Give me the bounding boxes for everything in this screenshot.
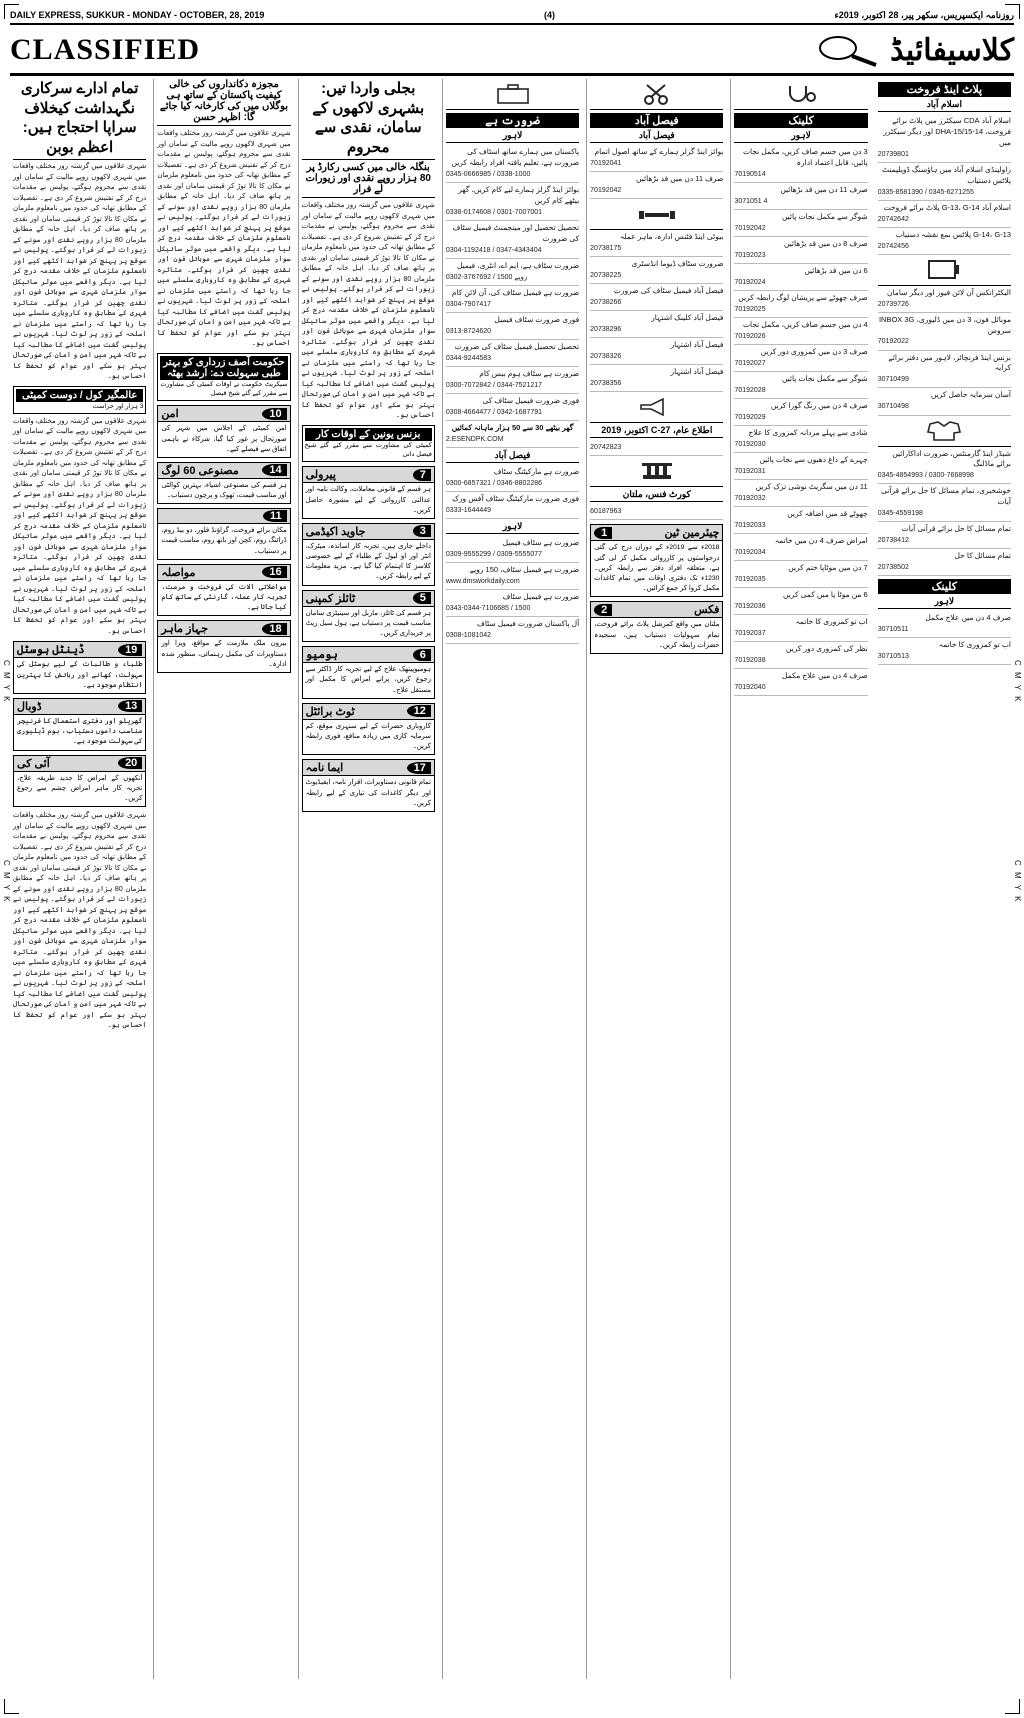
ad-item: اب تو کمزوری کا خاتمہ 70192037 [734, 615, 867, 642]
numbered-ad-title: آئی کی [17, 757, 50, 770]
cmyk-mark-right: C M Y K [1013, 660, 1022, 704]
numbered-ad-body: امن کمیٹی کے اجلاس میں شہر کی صورتحال پر غور کیا گیا، شرکاء نے باہمی اتفاق سے فیصلے کیے۔ [161, 425, 287, 453]
numbered-ad-body: مواصلاتی آلات کی فروخت و مرمت، تجربہ کار عملہ، گارنٹی کے ساتھ کام کیا جاتا ہے۔ [161, 583, 287, 612]
numbered-ad-number: 14 [262, 464, 286, 476]
ad-item: 4 دن میں جسم صاف کریں، مکمل نجات 70192026 [734, 318, 867, 345]
numbered-ad-title: ڈوبال [17, 700, 42, 713]
numbered-ad-header [14, 699, 145, 715]
block-ad-c-title: عالمگیر کول / دوست کمیٹی [16, 389, 143, 402]
ad-item: شادی سے پہلے مردانہ کمزوری کا علاج 70192030 [734, 426, 867, 453]
numbered-ad-box [13, 641, 146, 694]
section-sub-lahore-jobs-2: لاہور [446, 521, 579, 534]
numbered-ad-header [158, 565, 289, 581]
news-body: شہری علاقوں میں گزشتہ روز مختلف واقعات میں شہری لاکھوں روپے مالیت کے سامان اور نقدی سے محروم ہوگئے، پولیس نے مقدمات درج کر کے تفتیش شروع کر دی ہے۔ تفصیلات کے مطابق تھانہ کی حدود میں نامعلوم ملزمان نے مکان کا تالا توڑ کر قیمتی سامان اور نقدی پر ہاتھ صاف کر دیا۔ اہل خانہ کے مطابق ملزمان 80 ہزار روپے نقدی اور سونے کے زیورات لے کر فرار ہوگئے۔ پولیس نے موقع پر پہنچ کر شواہد اکٹھے کیے اور نامعلوم ملزمان کے خلاف مقدمہ درج کر لیا ہے۔ دیگر واقعے میں موٹر سائیکل سوار ملزمان شہری سے موبائل فون اور نقدی چھین کر فرار ہوگئے۔ متاثرہ شہری کے مطابق وہ کاروباری سلسلے میں جا رہا تھا کہ راستے میں ملزمان نے اسلحہ کے زور پر لوٹ لیا۔ شہریوں نے پولیس گشت میں اضافے کا مطالبہ کیا ہے تاکہ شہر میں امن و امان کی صورتحال بہتر ہو سکے اور عوام کو تحفظ کا احساس ہو۔ [301, 202, 435, 419]
numbered-ad-header [158, 621, 289, 637]
numbered-ad-header [158, 406, 289, 422]
ad-item: گھر بیٹھے 30 سے 50 ہزار ماہانہ کمائیں 2.ESENDPK.COM [446, 421, 579, 448]
ad-item: فیصل آباد اشتہار 20738326 [590, 338, 723, 365]
numbered-ad-header [158, 509, 289, 524]
ad-item: نظر کی کمزوری دور کریں 70192038 [734, 642, 867, 669]
ad-item: راولپنڈی اسلام آباد میں ہاؤسنگ ڈویلپمنٹ پلاٹس دستیاب 0335-8581390 / 0345-6271255 [878, 163, 1011, 201]
numbered-ad-box [590, 524, 723, 597]
numbered-ad-body: 2018ء سے 2019ء کے دوران درج کی گئی درخواستوں پر کارروائی مکمل کر لی گئی ہے، متعلقہ افراد دفتر سے رابطہ کریں۔ 1230ء تک دفتری اوقات میں تمام کاغذات مکمل کروا کر جمع کرائیں۔ [594, 544, 720, 593]
numbered-ad-number: 17 [407, 762, 431, 774]
numbered-ad-title: ٹوٹ برائٹل [305, 705, 355, 718]
numbered-ad-number: 7 [413, 469, 431, 481]
numbered-ad-number: 6 [413, 649, 431, 661]
ad-item: صرف 11 دن میں قد بڑھائیں 3071051 4 [734, 183, 867, 210]
news-body: شہری علاقوں میں گزشتہ روز مختلف واقعات میں شہری لاکھوں روپے مالیت کے سامان اور نقدی سے محروم ہوگئے، پولیس نے مقدمات درج کر کے تفتیش شروع کر دی ہے۔ تفصیلات کے مطابق تھانہ کی حدود میں نامعلوم ملزمان نے مکان کا تالا توڑ کر قیمتی سامان اور نقدی پر ہاتھ صاف کر دیا۔ اہل خانہ کے مطابق ملزمان 80 ہزار روپے نقدی اور سونے کے زیورات لے کر فرار ہوگئے۔ پولیس نے موقع پر پہنچ کر شواہد اکٹھے کیے اور نامعلوم ملزمان کے خلاف مقدمہ درج کر لیا ہے۔ دیگر واقعے میں موٹر سائیکل سوار ملزمان شہری سے موبائل فون اور نقدی چھین کر فرار ہوگئے۔ متاثرہ شہری کے مطابق وہ کاروباری سلسلے میں جا رہا تھا کہ راستے میں ملزمان نے اسلحہ کے زور پر لوٹ لیا۔ شہریوں نے پولیس گشت میں اضافے کا مطالبہ کیا ہے تاکہ شہر میں امن و امان کی صورتحال بہتر ہو سکے اور عوام کو تحفظ کا احساس ہو۔ [13, 163, 147, 380]
numbered-ad-number: 1 [594, 527, 612, 539]
classified-column-1 [875, 79, 1014, 1679]
ad-item: بزنس اینڈ فرنچائز، لاہور میں دفتر برائے کرایہ 30710499 [878, 351, 1011, 389]
numbered-ad-box [302, 590, 435, 643]
block-ad-c [13, 386, 146, 414]
masthead-right-date: روزنامہ ایکسپریس، سکھر پیر، 28 اکتوبر، 2019ء [834, 10, 1014, 20]
ad-item: اب تو کمزوری کا خاتمہ 30710513 [878, 638, 1011, 665]
numbered-ad-number: 3 [413, 525, 431, 537]
numbered-ad-header [303, 591, 434, 607]
section-sub-announcement: اطلاع عام، 27-C اکتوبر، 2019 [590, 425, 723, 438]
numbered-ad-box [302, 759, 435, 812]
ad-item: تحصیل تحصیل فیمیل سٹاف کی ضرورت 0344-9244583 [446, 340, 579, 367]
announcement-icon-row [590, 392, 723, 423]
section-sub-lahore-2: لاہور [878, 596, 1011, 609]
section-head-jobs: ضرورت ہے [446, 113, 579, 128]
news-column-numbered [298, 79, 438, 1679]
numbered-ad-box [590, 601, 723, 654]
section-sub-islamabad: اسلام آباد [878, 99, 1011, 112]
ad-item: چھوٹے قد میں اضافہ کریں 70192033 [734, 507, 867, 534]
ad-item: 20742823 [590, 440, 723, 456]
cmyk-mark-right-2: C M Y K [1013, 860, 1022, 904]
numbered-ad-number: 12 [407, 705, 431, 717]
numbered-ad-title: جاوید اکیڈمی [305, 525, 366, 538]
numbered-ad-box [302, 523, 435, 586]
ad-item: موبائل فون، 3 دن میں ڈلیوری، INBOX 3G سروس 70192022 [878, 313, 1011, 351]
numbered-ad-number: 19 [118, 644, 142, 656]
briefcase-icon-row [446, 79, 579, 110]
ad-item: فیصل آباد کلینک اشتہار 20738296 [590, 311, 723, 338]
ad-item: ضرورت ہے سٹاف فیمیل 0309-9555299 / 0309-5555077 [446, 536, 579, 563]
numbered-ad-number: 11 [263, 510, 287, 522]
ad-item: صرف چھوٹے سے پریشان لوگ رابطہ کریں 70192025 [734, 291, 867, 318]
classified-column-4 [442, 79, 582, 1679]
block-ad-a-title: حکومت آصف زرداری کو بہتر طبی سہولت دے: ارشد بھٹہ [160, 356, 287, 380]
crop-mark-bottom-left [4, 1699, 19, 1714]
crop-mark-top-left [4, 4, 19, 19]
masthead-left-date: DAILY EXPRESS, SUKKUR - MONDAY - OCTOBER, 28, 2019 [10, 10, 265, 20]
ad-item: چہرے کے داغ دھبوں سے نجات پائیں 70192031 [734, 453, 867, 480]
numbered-ad-body: تمام قانونی دستاویزات، اقرار نامہ، ایفیڈیوٹ اور دیگر کاغذات کی تیاری کے لیے رابطہ کریں۔ [305, 779, 431, 807]
numbered-ad-title: پیرولی [305, 469, 336, 482]
ad-item: صرف 8 دن میں قد بڑھائیں 70192023 [734, 237, 867, 264]
block-ad-b [302, 425, 435, 463]
classified-title-bar [10, 27, 1014, 76]
ad-item: فوری ضرورت فیمیل سٹاف کی 0308-4664477 / 0342-1687791 [446, 394, 579, 421]
ad-item: فیصل آباد اشتہار 20738356 [590, 365, 723, 392]
news-column-main [10, 79, 149, 1679]
numbered-ad-body: ہر قسم کی مصنوعی اشیاء، بہترین کوالٹی اور مناسب قیمت، تھوک و پرچون دستیاب۔ [161, 481, 287, 500]
numbered-ad-body: گھریلو اور دفتری استعمال کا فرنیچر مناسب داموں دستیاب، ہوم ڈیلیوری کی سہولت موجود ہے۔ [17, 717, 143, 746]
magnifier-icon [816, 33, 880, 67]
numbered-ad-title: امن [161, 408, 179, 421]
ad-item: ضرورت ہے مارکیٹنگ سٹاف 0300-6857321 / 0346-8802286 [446, 465, 579, 492]
numbered-ad-number: 13 [118, 700, 142, 712]
news-body-3: شہری علاقوں میں گزشتہ روز مختلف واقعات میں شہری لاکھوں روپے مالیت کے سامان اور نقدی سے محروم ہوگئے، پولیس نے مقدمات درج کر کے تفتیش شروع کر دی ہے۔ تفصیلات کے مطابق تھانہ کی حدود میں نامعلوم ملزمان نے مکان کا تالا توڑ کر قیمتی سامان اور نقدی پر ہاتھ صاف کر دیا۔ اہل خانہ کے مطابق ملزمان 80 ہزار روپے نقدی اور سونے کے زیورات لے کر فرار ہوگئے۔ پولیس نے موقع پر پہنچ کر شواہد اکٹھے کیے اور نامعلوم ملزمان کے خلاف مقدمہ درج کر لیا ہے۔ دیگر واقعے میں موٹر سائیکل سوار ملزمان شہری سے موبائل فون اور نقدی چھین کر فرار ہوگئے۔ متاثرہ شہری کے مطابق وہ کاروباری سلسلے میں جا رہا تھا کہ راستے میں ملزمان نے اسلحہ کے زور پر لوٹ لیا۔ شہریوں نے پولیس گشت میں اضافے کا مطالبہ کیا ہے تاکہ شہر میں امن و امان کی صورتحال بہتر ہو سکے اور عوام کو تحفظ کا احساس ہو۔ [13, 812, 147, 1030]
numbered-ad-number: 2 [594, 604, 612, 616]
classified-column-2 [730, 79, 870, 1679]
numbered-ad-header [158, 463, 289, 479]
numbered-ad-body: آنکھوں کے امراض کا جدید طریقہ علاج، تجربہ کار ماہر امراض چشم سے رجوع کریں۔ [17, 774, 143, 802]
numbered-ad-body: ملتان میں واقع کمرشل پلاٹ برائے فروخت، تمام سہولیات دستیاب ہیں، سنجیدہ حضرات رابطہ کریں۔ [594, 621, 720, 649]
ad-item: 11 دن میں سگریٹ نوشی ترک کریں 70192032 [734, 480, 867, 507]
ad-item: ضرورت سٹاف ہے، ایم اے، انٹری، فیمیل 0302-3767692 / 1500 روپے [446, 259, 579, 286]
subline-primary: مجوزہ دکانداروں کی خالی کیفیت پاکستان کے ساتھ ہی بوگلاں میں کی کارخانہ کیا جائے گا: اظہر حسن [157, 79, 290, 126]
numbered-ad-title: ہومیو [305, 649, 338, 662]
tv-icon-row [878, 255, 1011, 286]
numbered-ad-number: 16 [262, 566, 286, 578]
court-icon-row [590, 456, 723, 487]
numbered-ad-box [13, 755, 146, 808]
ad-item: صرف 3 دن میں کمزوری دور کریں 70192027 [734, 345, 867, 372]
ad-item: G-14، G-13 پلاٹس بمع نقشہ دستیاب 20742456 [878, 228, 1011, 255]
numbered-ad-box [157, 508, 290, 560]
shirt-icon-row [878, 416, 1011, 447]
ad-item: صرف 4 دن میں رنگ گورا کریں 70192029 [734, 399, 867, 426]
numbered-ad-header [591, 525, 722, 541]
fitness-icon-row [590, 199, 723, 230]
ad-item: 7 دن میں موٹاپا ختم کریں 70192035 [734, 561, 867, 588]
ad-item: بوائز اینڈ گرلز ہمارے کے ساتھ اصول اتمام 70192041 [590, 145, 723, 172]
numbered-ad-body: کاروباری حضرات کے لیے سنہری موقع، کم سرمایہ کاری میں زیادہ منافع، فوری رابطہ کریں۔ [305, 722, 431, 751]
classified-title-ur: کلاسیفائیڈ [890, 33, 1014, 67]
numbered-ad-title: ایما نامہ [305, 762, 344, 775]
cmyk-mark-left-2: C M Y K [2, 860, 11, 904]
numbered-ad-title: ڈینٹل ہوسٹل [17, 644, 85, 657]
numbered-ad-number: 10 [262, 408, 286, 420]
block-ad-a-sub: سیکریٹ حکومت نے اوقات کمیٹی کی مشاورت سے مقرر کیے گئے شیخ فیصل [160, 380, 288, 397]
section-sub-jobs-lahore: لاہور [446, 130, 579, 143]
numbered-ad-header [303, 647, 434, 663]
ad-item: ضرورت ہے فیمیل سٹاف، 150 روپے www.dmsworkdaily.com [446, 563, 579, 590]
ad-item: پاکستان میں ہمارے ساتھ اسٹاف کی ضرورت ہے، تعلیم یافتہ افراد رابطہ کریں 0345-0666985 / 0338-1000 [446, 145, 579, 183]
ad-item: تمام مسائل کا حل برائے قرآنی آیات 20738412 [878, 522, 1011, 549]
numbered-ad-box [157, 620, 290, 673]
numbered-ad-box [302, 703, 435, 756]
ad-item: آل پاکستان ضرورت فیمیل سٹاف 0308-1081042 [446, 617, 579, 644]
section-head-plots: پلاٹ اینڈ فروخت [878, 82, 1011, 97]
ad-item: صرف 4 دن میں علاج مکمل 70192040 [734, 669, 867, 696]
block-ad-b-title: بزنس یونین کے اوقات کار [305, 428, 432, 441]
numbered-ad-header [14, 642, 145, 658]
numbered-ad-title: مصنوعی 60 لوگ [161, 464, 239, 477]
cmyk-mark-left: C M Y K [2, 660, 11, 704]
headline-secondary: بجلی واردا تیں: بشہری لاکھوں کے سامان، نقدی سے محروم [302, 79, 435, 160]
ad-item: فیصل آباد فیمیل سٹاف کی ضرورت 20738266 [590, 284, 723, 311]
numbered-ad-body: بیرون ملک ملازمت کے مواقع، ویزا اور دستاویزات کی مکمل رہنمائی، منظور شدہ ادارہ۔ [161, 640, 287, 668]
section-sub-court: کورٹ فنس، ملتان [590, 489, 723, 502]
ad-item: اسلام آباد G-13، G-14 پلاٹ برائے فروخت 20742642 [878, 201, 1011, 228]
headline-main: تمام ادارے سرکاری نگہداشت کیخلاف سراپا احتجاج ہیں: اعظم بوبن [13, 79, 146, 160]
ad-item: صرف 11 دن میں قد بڑھائیں 70192042 [590, 172, 723, 199]
ad-item: امراض صرف 4 دن میں خاتمہ 70192034 [734, 534, 867, 561]
page-columns [10, 79, 1014, 1679]
ad-item: فوری ضرورت سٹاف فیمیل 0313-8724620 [446, 313, 579, 340]
numbered-ad-header [303, 704, 434, 720]
ad-item: شوگر سے مکمل نجات پائیں 70192028 [734, 372, 867, 399]
block-ad-b-sub: کمیٹی کی مشاورت سے مقرر کیے گئے شیخ فیصل دانی [304, 441, 432, 458]
section-sub-faisalabad: فیصل آباد [590, 130, 723, 143]
numbered-ad-title: چیئرمین ٹین [664, 527, 720, 540]
ad-item: خوشخبری، تمام مسائل کا حل برائے قرآنی آیات 0345-4559198 [878, 484, 1011, 522]
stethoscope-icon-row [734, 79, 867, 110]
classified-title-en: CLASSIFIED [10, 33, 201, 66]
numbered-ad-box [13, 698, 146, 751]
subline-secondary: بنگلہ خالی میں کسی رکارڈ پر 80 ہزار روپے نقدی اور زیورات لے فرار [302, 162, 435, 198]
numbered-ad-header [14, 756, 145, 772]
ad-item: شیڈز اینڈ گارمنٹس، ضرورت اداکارائیں برائے ماڈلنگ 0345-4854993 / 0300-7668998 [878, 447, 1011, 485]
crop-mark-top-right [1005, 4, 1020, 19]
numbered-ad-body: ہر قسم کے قانونی معاملات، وکالت نامہ اور عدالتی کارروائی کے لیے مشورہ حاصل کریں۔ [305, 486, 431, 514]
masthead [10, 8, 1014, 25]
news-body: شہری علاقوں میں گزشتہ روز مختلف واقعات میں شہری لاکھوں روپے مالیت کے سامان اور نقدی سے محروم ہوگئے، پولیس نے مقدمات درج کر کے تفتیش شروع کر دی ہے۔ تفصیلات کے مطابق تھانہ کی حدود میں نامعلوم ملزمان نے مکان کا تالا توڑ کر قیمتی سامان اور نقدی پر ہاتھ صاف کر دیا۔ اہل خانہ کے مطابق ملزمان 80 ہزار روپے نقدی اور سونے کے زیورات لے کر فرار ہوگئے۔ پولیس نے موقع پر پہنچ کر شواہد اکٹھے کیے اور نامعلوم ملزمان کے خلاف مقدمہ درج کر لیا ہے۔ دیگر واقعے میں موٹر سائیکل سوار ملزمان شہری سے موبائل فون اور نقدی چھین کر فرار ہوگئے۔ متاثرہ شہری کے مطابق وہ کاروباری سلسلے میں جا رہا تھا کہ راستے میں ملزمان نے اسلحہ کے زور پر لوٹ لیا۔ شہریوں نے پولیس گشت میں اضافے کا مطالبہ کیا ہے تاکہ شہر میں امن و امان کی صورتحال بہتر ہو سکے اور عوام کو تحفظ کا احساس ہو۔ [157, 130, 291, 347]
numbered-ad-number: 5 [413, 592, 431, 604]
ad-item: 6 دن میں قد بڑھائیں 70192024 [734, 264, 867, 291]
numbered-ad-body: مکان برائے فروخت، گراؤنڈ فلور، دو بیڈ روم، ڈرائنگ روم، کچن اور باتھ روم، مناسب قیمت پر دستیاب۔ [161, 527, 287, 555]
numbered-ad-box [302, 646, 435, 699]
ad-item: 60187963 [590, 504, 723, 520]
page-number: (4) [543, 10, 555, 20]
section-head-faisalabad: فیصل آباد [590, 113, 723, 128]
numbered-ad-box [302, 466, 435, 519]
section-head-clinic-2: کلینک [878, 579, 1011, 594]
ad-item: تمام مسائل کا حل 20738502 [878, 549, 1011, 576]
classified-column-3 [586, 79, 726, 1679]
news-body-2: شہری علاقوں میں گزشتہ روز مختلف واقعات میں شہری لاکھوں روپے مالیت کے سامان اور نقدی سے محروم ہوگئے، پولیس نے مقدمات درج کر کے تفتیش شروع کر دی ہے۔ تفصیلات کے مطابق تھانہ کی حدود میں نامعلوم ملزمان نے مکان کا تالا توڑ کر قیمتی سامان اور نقدی پر ہاتھ صاف کر دیا۔ اہل خانہ کے مطابق ملزمان 80 ہزار روپے نقدی اور سونے کے زیورات لے کر فرار ہوگئے۔ پولیس نے موقع پر پہنچ کر شواہد اکٹھے کیے اور نامعلوم ملزمان کے خلاف مقدمہ درج کر لیا ہے۔ دیگر واقعے میں موٹر سائیکل سوار ملزمان شہری سے موبائل فون اور نقدی چھین کر فرار ہوگئے۔ متاثرہ شہری کے مطابق وہ کاروباری سلسلے میں جا رہا تھا کہ راستے میں ملزمان نے اسلحہ کے زور پر لوٹ لیا۔ شہریوں نے پولیس گشت میں اضافے کا مطالبہ کیا ہے تاکہ شہر میں امن و امان کی صورتحال بہتر ہو سکے اور عوام کو تحفظ کا احساس ہو۔ [13, 417, 147, 635]
ad-item: 3 دن میں جسم صاف کریں، مکمل نجات پائیں، قابل اعتماد ادارہ 70190514 [734, 145, 867, 183]
ad-item: ضرورت سٹاف ڈیوما انڈسٹری 20738225 [590, 257, 723, 284]
numbered-ad-body: ہومیوپیتھک علاج کے لیے تجربہ کار ڈاکٹر سے رجوع کریں، پرانے امراض کا مکمل اور مستقل علاج۔ [305, 666, 431, 694]
numbered-ad-box [157, 405, 290, 458]
block-ad-a [157, 353, 290, 402]
numbered-ad-body: ہر قسم کی ٹائلز، ماربل اور سینیٹری سامان مناسب قیمت پر دستیاب ہے، ہول سیل ریٹ پر خریداری کریں۔ [305, 609, 431, 638]
numbered-ad-header [303, 760, 434, 776]
ad-item: صرف 4 دن میں علاج مکمل 30710511 [878, 611, 1011, 638]
ad-item: الیکٹرانکس آن لائن فیوز اور دیگر سامان 20739726 [878, 286, 1011, 313]
numbered-ad-header [591, 602, 722, 618]
numbered-ad-number: 20 [118, 757, 142, 769]
ad-item: شوگر سے مکمل نجات پائیں 70192042 [734, 210, 867, 237]
numbered-ad-title: فکس [694, 604, 720, 617]
numbered-ad-body: داخلے جاری ہیں، تجربہ کار اساتذہ، میٹرک، انٹر اور او لیول کے طلباء کے لیے خصوصی کلاسز کا اہتمام کیا گیا ہے۔ مزید معلومات کے لیے رابطہ کریں۔ [305, 542, 431, 581]
numbered-ad-header [303, 524, 434, 540]
ad-item: ضرورت ہے سٹاف ہوم بیس کام 0300-7072842 / 0344-7521217 [446, 367, 579, 394]
ad-item: بوائز اینڈ گرلز ہمارے لیے کام کریں، گھر بیٹھے کام کریں 0338-0174608 / 0301-7007001 [446, 183, 579, 221]
numbered-ad-title: جہاز ماہر [161, 623, 209, 636]
numbered-ad-header [303, 467, 434, 483]
section-head-clinic: کلینک [734, 113, 867, 128]
ad-item: آسان سرمایہ حاصل کریں 30710498 [878, 388, 1011, 415]
numbered-ad-title: ٹائلز کمپنی [305, 592, 356, 605]
ad-item: ضرورت ہے فیمیل سٹاف 0343-0344-7106685 / 1500 [446, 590, 579, 617]
section-sub-lahore: لاہور [734, 130, 867, 143]
numbered-ad-number: 18 [262, 623, 286, 635]
news-column-mid [153, 79, 293, 1679]
ad-item: اسلام آباد CDA سیکٹرز میں پلاٹ برائے فروخت، DHA-15/15-14 اور دیگر سیکٹرز میں 20739801 [878, 114, 1011, 163]
scissors-icon-row [590, 79, 723, 110]
numbered-ad-box [157, 564, 290, 617]
ad-item: فوری ضرورت مارکیٹنگ سٹاف آفس ورک 0333-1644449 [446, 492, 579, 519]
ad-item: بیوٹی اینڈ فٹنس ادارہ، ماہر عملہ 20738175 [590, 230, 723, 257]
ad-item: تحصیل تحصیل اور مینجمنٹ فیمیل سٹاف کی ضرورت 0304-1192418 / 0347-4343404 [446, 221, 579, 259]
section-sub-faisalabad-jobs: فیصل آباد [446, 450, 579, 463]
numbered-ad-body: طلباء و طالبات کے لیے ہوسٹل کی سہولت، کھانے اور رہائش کا بہترین انتظام موجود ہے۔ [17, 661, 143, 689]
ad-item: ضرورت ہے فیمیل سٹاف کی، آن لائن کام 0304-7907417 [446, 286, 579, 313]
numbered-ad-box [157, 462, 290, 504]
block-ad-c-sub: 3 ہزار اور حراست [92, 402, 144, 410]
crop-mark-bottom-right [1005, 1699, 1020, 1714]
ad-item: 6 من موٹا پا میں کمی کریں 70192036 [734, 588, 867, 615]
numbered-ad-title: مواصلہ [161, 566, 196, 579]
